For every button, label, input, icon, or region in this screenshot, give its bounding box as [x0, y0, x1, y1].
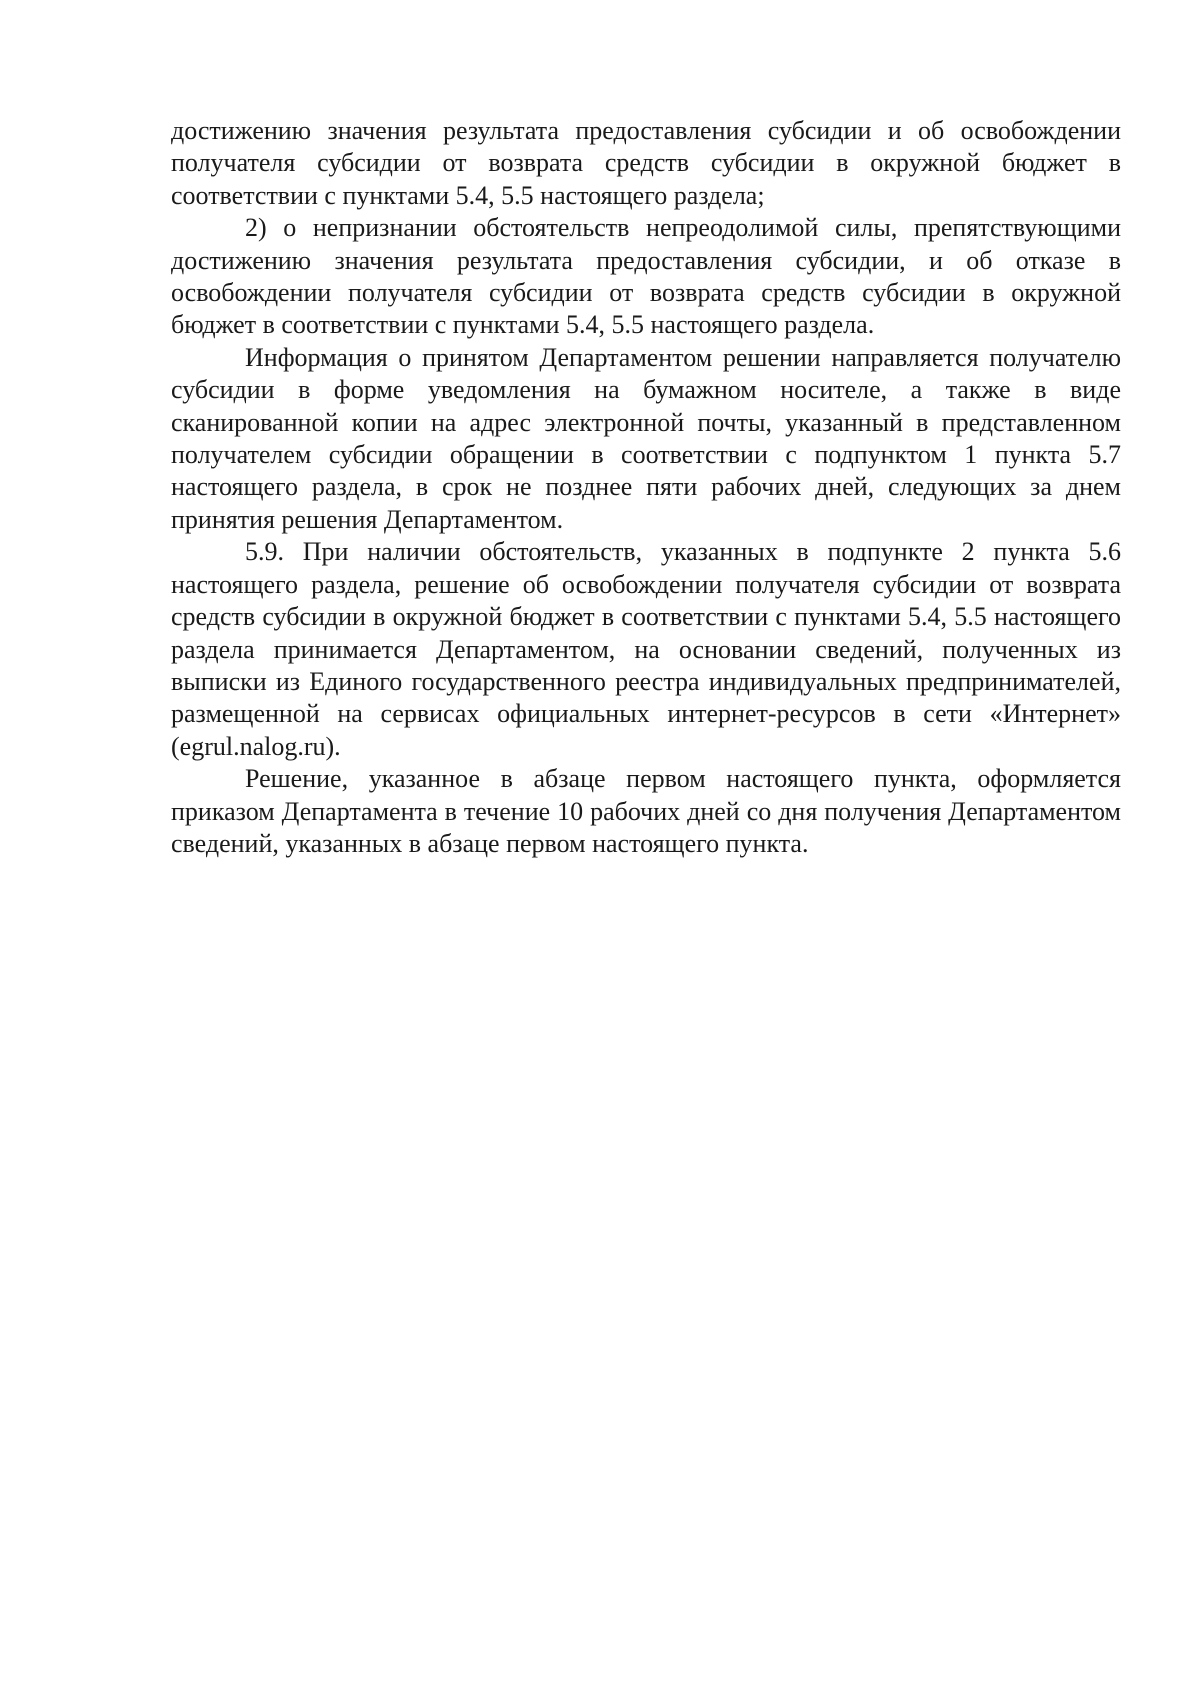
document-body: [171, 115, 1121, 860]
paragraph-decision-information: Информация о принятом Департаментом решении направляется получателю субсидии в форме уведомления на бумажном носителе, а также в виде сканированной копии на адрес электронной почты, указанный в представленном получателем субсидии обращении в соответствии с подпунктом 1 пункта 5.7 настоящего раздела, в срок не позднее пяти рабочих дней, следующих за днем принятия решения Департаментом.: [171, 342, 1121, 534]
paragraph-clause-5-9: 5.9. При наличии обстоятельств, указанных в подпункте 2 пункта 5.6 настоящего раздела, решение об освобождении получателя субсидии от возврата средств субсидии в окружной бюджет в соответствии с пунктами 5.4, 5.5 настоящего раздела принимается Департаментом, на основании сведений, полученных из выписки из Единого государственного реестра индивидуальных предпринимателей, размещенной на сервисах официальных интернет-ресурсов в сети «Интернет» (egrul.nalog.ru).: [171, 537, 1121, 761]
paragraph-item-2: 2) о непризнании обстоятельств непреодолимой силы, препятствующими достижению значения результата предоставления субсидии, и об отказе в освобождении получателя субсидии от возврата средств субсидии в окружной бюджет в соответствии с пунктами 5.4, 5.5 настоящего раздела.: [171, 213, 1121, 340]
paragraph-continuation: достижению значения результата предоставления субсидии и об освобождении получателя субсидии от возврата средств субсидии в окружной бюджет в соответствии с пунктами 5.4, 5.5 настоящего раздела;: [171, 116, 1121, 210]
paragraph-decision-order: Решение, указанное в абзаце первом настоящего пункта, оформляется приказом Департамента в течение 10 рабочих дней со дня получения Департаментом сведений, указанных в абзаце первом настоящего пункта.: [171, 764, 1121, 858]
